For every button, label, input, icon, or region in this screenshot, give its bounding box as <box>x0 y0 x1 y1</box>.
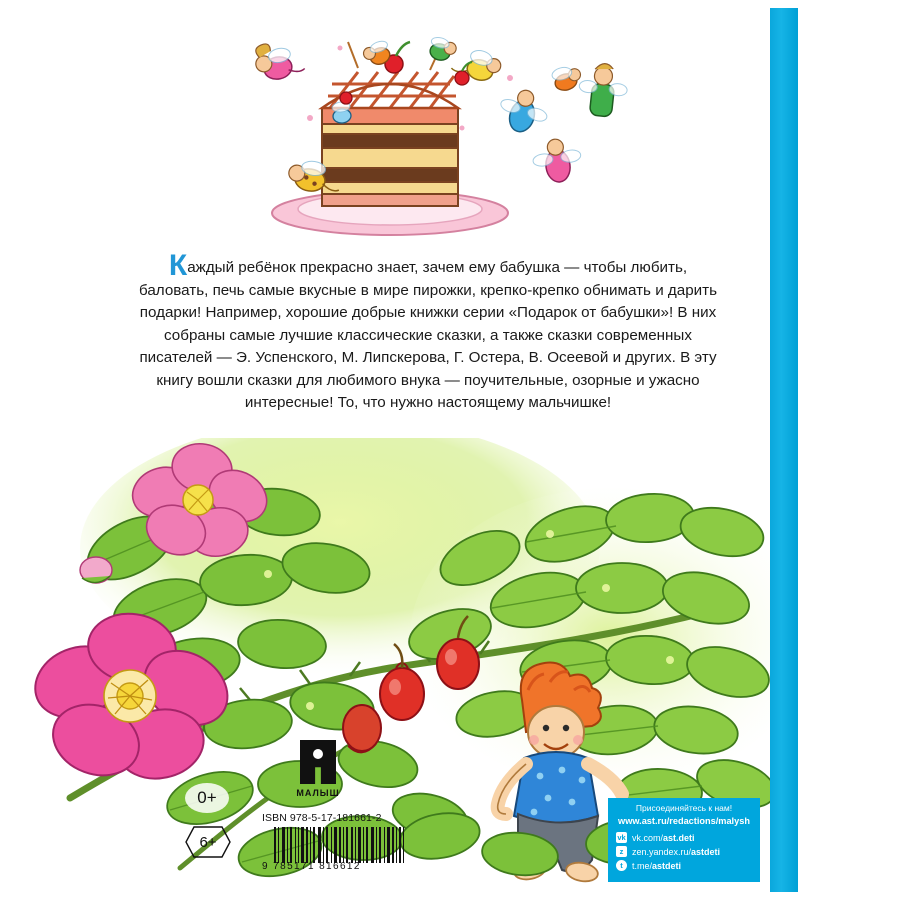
social-links-box <box>608 798 760 882</box>
age-rating-hex <box>185 825 231 859</box>
barcode-bars <box>274 827 404 863</box>
publisher-website[interactable]: www.ast.ru/redactions/malysh <box>618 816 750 826</box>
back-cover-blurb <box>138 249 718 415</box>
social-link-zen-text: zen.yandex.ru/astdeti <box>632 846 721 857</box>
barcode <box>262 827 410 873</box>
isbn-text: ISBN 978-5-17-181661-2 <box>262 812 382 824</box>
publisher-logo <box>288 740 348 818</box>
zen-icon: z <box>616 846 627 857</box>
isbn-block <box>262 812 412 873</box>
social-link-telegram[interactable] <box>616 860 752 871</box>
social-link-vk[interactable] <box>616 832 752 843</box>
social-link-vk-text: vk.com/ast.deti <box>632 832 695 843</box>
age-rating-hex-label: 6+ <box>199 833 217 851</box>
telegram-icon: t <box>616 860 627 871</box>
book-cover <box>10 8 770 892</box>
publisher-mark-icon <box>300 740 336 784</box>
blurb-body: аждый ребёнок прекрасно знает, зачем ему бабушка — чтобы любить, баловать, печь самые вкусные в мире пирожки, крепко-крепко обнимать и дарить подарки! Например, хорошие добрые книжки серии «Подарок от бабушки»! В них собраны самые лучшие классические сказки, а также сказки современных писателей — Э. Успенского, М. Липскерова, Г. Остера, В. Осеевой и других. В эту книгу вошли сказки для любимого внука — поучительные, озорные и ужасно интересные! То, что нужно настоящему мальчишке! <box>138 259 717 411</box>
blurb-dropcap: К <box>168 249 188 282</box>
age-rating-circle: 0+ <box>185 783 229 813</box>
book-spine <box>770 8 798 892</box>
social-link-telegram-text: t.me/astdeti <box>632 860 682 871</box>
social-link-zen[interactable] <box>616 846 752 857</box>
cake-and-fairies-illustration <box>10 8 770 238</box>
social-headline: Присоединяйтесь к нам! <box>635 803 733 813</box>
barcode-digits: 9 785171 816612 <box>262 861 361 872</box>
vk-icon: vk <box>617 833 626 842</box>
spine-color-band <box>770 8 798 892</box>
publisher-name: МАЛЫШ <box>296 788 340 798</box>
blurb-paragraph <box>138 249 718 415</box>
